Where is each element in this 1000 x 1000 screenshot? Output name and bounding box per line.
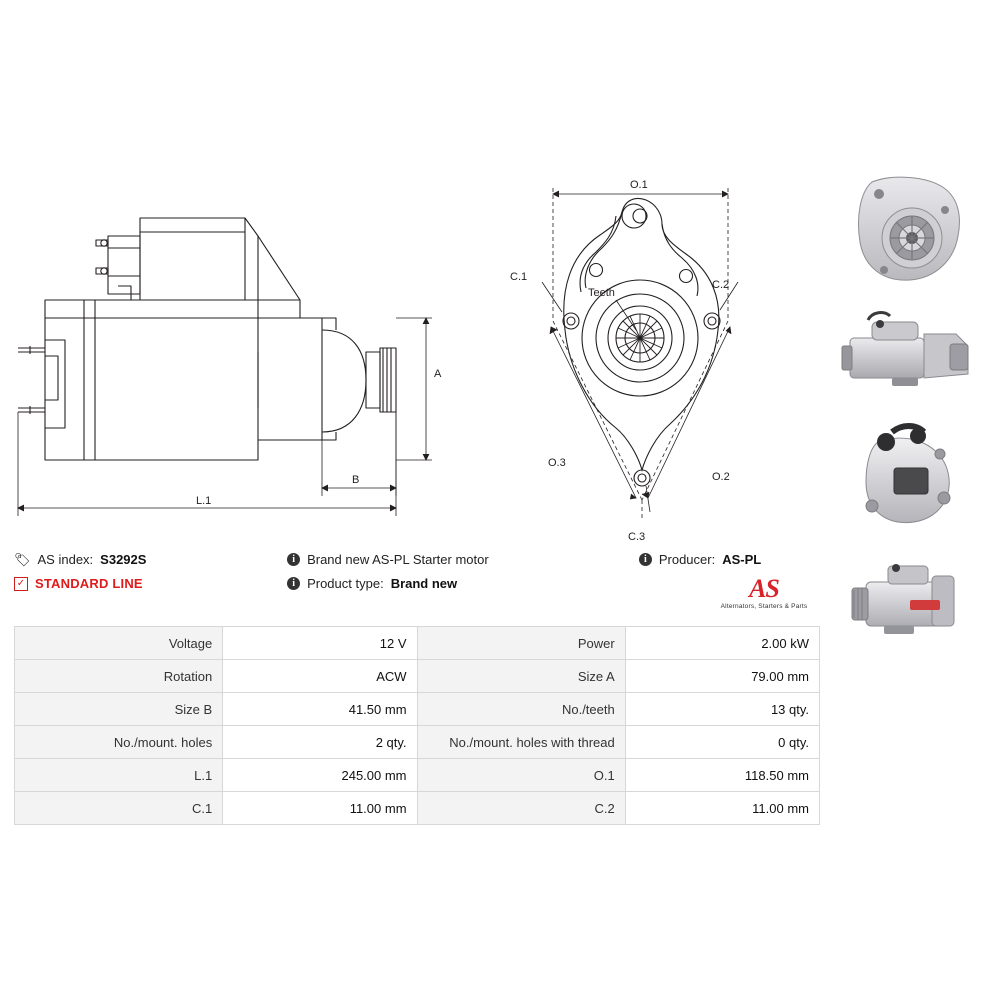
standard-line-cell (14, 576, 287, 591)
info-line-1 (14, 552, 824, 567)
as-pl-logo-text: AS (749, 574, 779, 603)
brand-new-desc-cell (287, 552, 639, 567)
dimension-label-O1: O.1 (630, 179, 648, 191)
spec-key: O.1 (417, 759, 625, 792)
spec-value: 245.00 mm (223, 759, 417, 792)
brand-new-desc: Brand new AS-PL Starter motor (307, 552, 489, 567)
table-row (15, 627, 820, 660)
product-type-cell (287, 576, 639, 591)
spec-value: 79.00 mm (625, 660, 819, 693)
spec-key: Size A (417, 660, 625, 693)
as-pl-logo (704, 576, 824, 610)
spec-key: C.1 (15, 792, 223, 825)
product-photo-solenoid-view[interactable] (832, 418, 987, 538)
producer-label: Producer: (658, 552, 716, 567)
as-index-cell (14, 552, 287, 567)
spec-value: 13 qty. (625, 693, 819, 726)
spec-key: L.1 (15, 759, 223, 792)
spec-value: 118.50 mm (625, 759, 819, 792)
producer-value: AS-PL (722, 552, 762, 567)
spec-value: ACW (223, 660, 417, 693)
spec-key: No./teeth (417, 693, 625, 726)
table-row (15, 660, 820, 693)
dimension-label-L1: L.1 (196, 495, 212, 507)
product-photo-rear-view[interactable] (832, 542, 987, 662)
product-type-value: Brand new (390, 576, 458, 591)
dimension-label-O3: O.3 (548, 457, 566, 469)
dimension-label-B: B (352, 474, 360, 486)
product-info-block (14, 552, 824, 610)
producer-cell (639, 552, 824, 567)
spec-value: 11.00 mm (625, 792, 819, 825)
product-photo-gallery (832, 170, 992, 662)
spec-key: Voltage (15, 627, 223, 660)
spec-key: C.2 (417, 792, 625, 825)
label-teeth: Teeth (588, 287, 615, 299)
technical-drawings (0, 0, 830, 540)
dimension-label-C3: C.3 (628, 531, 646, 540)
product-photo-top-view[interactable] (832, 170, 987, 290)
table-row (15, 726, 820, 759)
product-type-label: Product type: (307, 576, 384, 591)
spec-key: Power (417, 627, 625, 660)
spec-key: No./mount. holes (15, 726, 223, 759)
starter-front-view-drawing (450, 0, 830, 540)
starter-side-view-drawing (0, 0, 460, 540)
spec-value: 2.00 kW (625, 627, 819, 660)
specification-table-body (15, 627, 820, 825)
spec-value: 11.00 mm (223, 792, 417, 825)
table-row (15, 759, 820, 792)
as-index-value: S3292S (100, 552, 147, 567)
standard-line-label: STANDARD LINE (35, 576, 143, 591)
dimension-label-O2: O.2 (712, 471, 730, 483)
spec-value: 12 V (223, 627, 417, 660)
spec-key: Rotation (15, 660, 223, 693)
table-row (15, 792, 820, 825)
info-line-2 (14, 576, 824, 591)
info-icon-1: i (287, 553, 300, 566)
dimension-label-C1: C.1 (510, 271, 528, 283)
spec-value: 0 qty. (625, 726, 819, 759)
spec-value: 41.50 mm (223, 693, 417, 726)
product-photo-side-view[interactable] (832, 294, 987, 414)
spec-key: Size B (15, 693, 223, 726)
dimension-label-C2: C.2 (712, 279, 730, 291)
as-index-label: AS index: (37, 552, 94, 567)
as-pl-logo-subtitle: Alternators, Starters & Parts (720, 603, 808, 610)
info-icon-3: i (287, 577, 300, 590)
specification-table (14, 626, 820, 825)
table-row (15, 693, 820, 726)
dimension-label-A: A (434, 368, 442, 380)
spec-value: 2 qty. (223, 726, 417, 759)
spec-key: No./mount. holes with thread (417, 726, 625, 759)
info-icon-2: i (639, 553, 652, 566)
tag-icon: 🏷 (14, 552, 31, 567)
check-icon: ✓ (14, 577, 28, 591)
